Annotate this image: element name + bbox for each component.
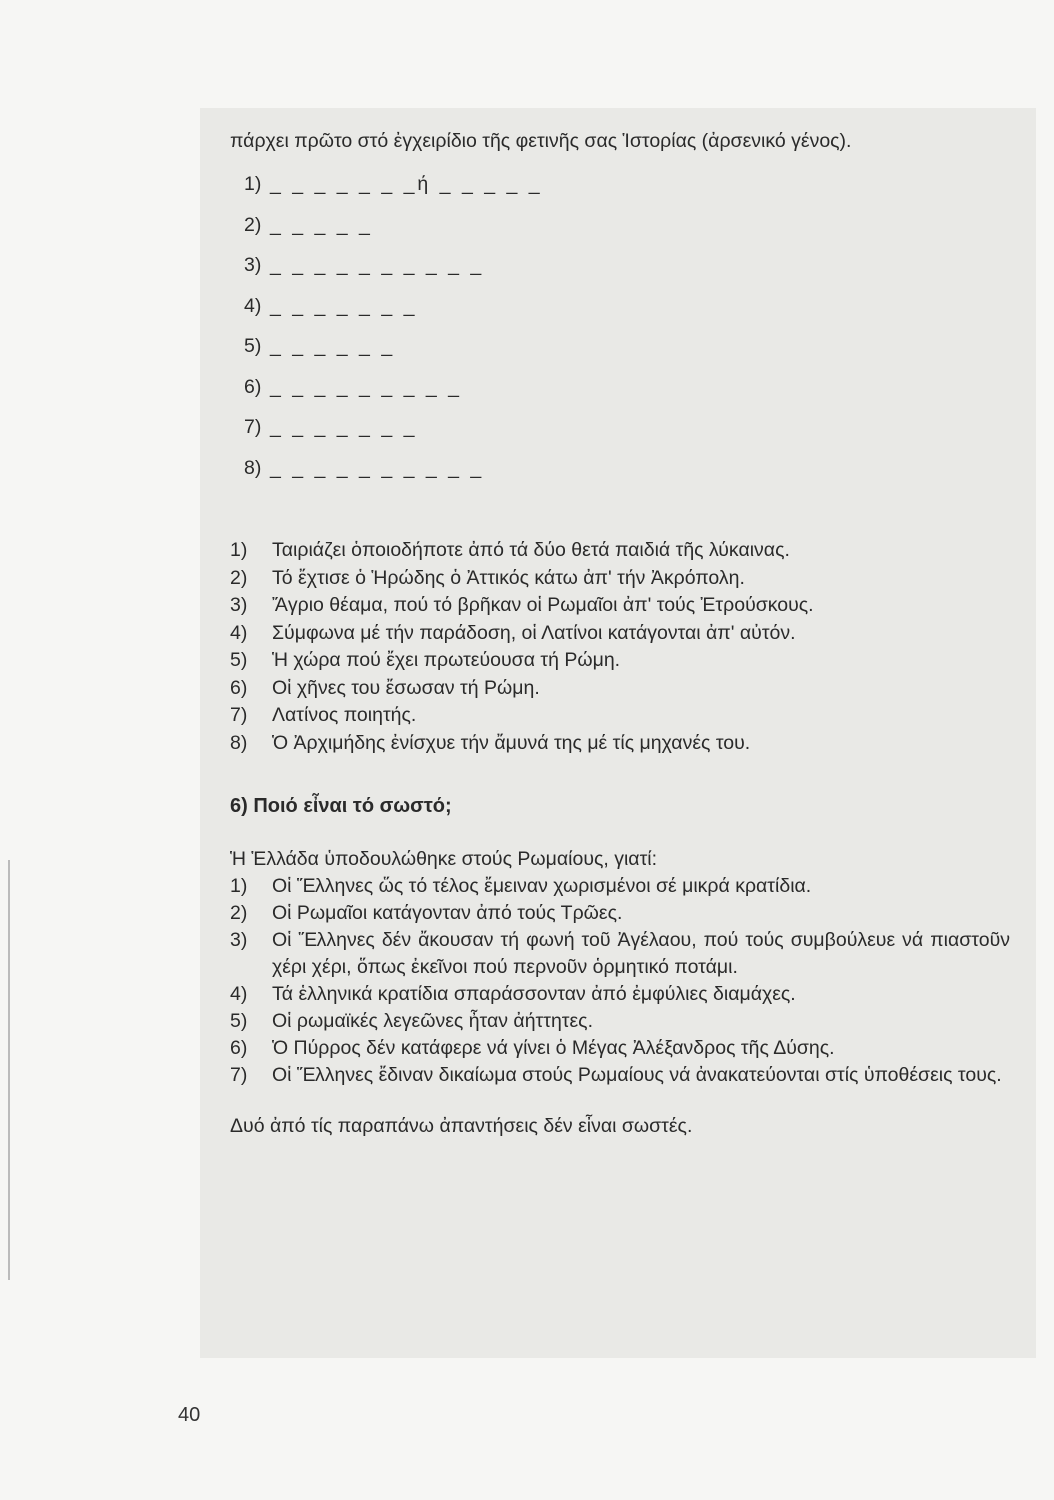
clue-number: 3) bbox=[230, 594, 248, 616]
answer-option bbox=[230, 981, 1010, 1008]
intro-text: πάρχει πρῶτο στό ἐγχειρίδιο τῆς φετινῆς σας Ἱστορίας (ἀρσενικό γένος). bbox=[230, 130, 852, 152]
blank-number: 8) bbox=[244, 456, 262, 479]
blank-dashes: _ _ _ _ _ _ _ _ _ bbox=[270, 375, 462, 398]
blank-row bbox=[244, 333, 1010, 374]
clue-item bbox=[230, 565, 1010, 593]
clue-number: 8) bbox=[230, 731, 248, 754]
blank-dashes: _ _ _ _ _ _ bbox=[270, 335, 396, 357]
crossword-clues bbox=[230, 537, 1010, 757]
option-text: Τά ἑλληνικά κρατίδια σπαράσσονταν ἀπό ἐμφύλιες διαμάχες. bbox=[272, 983, 796, 1005]
clue-text: Ἄγριο θέαμα, πού τό βρῆκαν οἱ Ρωμαῖοι ἀπ' τούς Ἐτρούσκους. bbox=[272, 594, 814, 616]
clue-item bbox=[230, 647, 1010, 675]
clue-item bbox=[230, 620, 1010, 648]
blank-number: 7) bbox=[244, 416, 262, 438]
blank-number: 5) bbox=[244, 335, 262, 357]
blank-dashes: _ _ _ _ _ _ _ bbox=[270, 416, 418, 438]
clue-number: 7) bbox=[230, 704, 248, 726]
clue-text: Τό ἔχτισε ὁ Ἡρώδης ὁ Ἀττικός κάτω ἀπ' τήν Ἀκρόπολη. bbox=[272, 566, 745, 589]
answer-option bbox=[230, 1035, 1010, 1062]
clue-number: 6) bbox=[230, 676, 248, 699]
option-text: Οἱ Ρωμαῖοι κατάγονταν ἀπό τούς Τρῶες. bbox=[272, 902, 623, 924]
blank-row bbox=[244, 212, 1010, 253]
blank-row bbox=[244, 293, 1010, 334]
answer-option bbox=[230, 1062, 1010, 1089]
blank-row bbox=[244, 414, 1010, 455]
blank-row bbox=[244, 374, 1010, 415]
answer-option bbox=[230, 873, 1010, 900]
page-number: 40 bbox=[178, 1404, 201, 1426]
clue-text: Ἡ χώρα πού ἔχει πρωτεύουσα τή Ρώμη. bbox=[272, 649, 621, 671]
clue-text: Οἱ χῆνες του ἔσωσαν τή Ρώμη. bbox=[272, 676, 540, 699]
option-number: 1) bbox=[230, 875, 248, 897]
blank-number: 4) bbox=[244, 294, 262, 317]
binding-edge-line bbox=[8, 860, 10, 1280]
clue-item bbox=[230, 675, 1010, 703]
option-text: Οἱ ρωμαϊκές λεγεῶνες ἦταν ἀήττητες. bbox=[272, 1010, 593, 1032]
clue-item bbox=[230, 537, 1010, 565]
option-number: 4) bbox=[230, 983, 248, 1005]
option-number: 5) bbox=[230, 1010, 248, 1032]
option-text: Ὁ Πύρρος δέν κατάφερε νά γίνει ὁ Μέγας Ἀλέξανδρος τῆς Δύσης. bbox=[272, 1037, 835, 1059]
clue-text: Λατίνος ποιητής. bbox=[272, 704, 417, 726]
blank-row bbox=[244, 252, 1010, 293]
option-text: Οἱ Ἕλληνες ἔδιναν δικαίωμα στούς Ρωμαίους νά ἀνακατεύονται στίς ὑποθέσεις τους. bbox=[272, 1064, 1002, 1086]
section-title: 6) Ποιό εἶναι τό σωστό; bbox=[230, 795, 452, 817]
crossword-blanks bbox=[244, 171, 1010, 495]
clue-text: Ὁ Ἀρχιμήδης ἐνίσχυε τήν ἄμυνά της μέ τίς μηχανές του. bbox=[272, 731, 751, 754]
blank-dashes: _ _ _ _ _ bbox=[270, 213, 373, 236]
clue-number: 5) bbox=[230, 649, 248, 671]
question-text: Ἡ Ἑλλάδα ὑποδουλώθηκε στούς Ρωμαίους, γιατί: bbox=[230, 848, 658, 870]
footer-note: Δυό ἀπό τίς παραπάνω ἀπαντήσεις δέν εἶναι σωστές. bbox=[230, 1115, 693, 1137]
blank-row bbox=[244, 455, 1010, 496]
blank-dashes: _ _ _ _ _ _ _ή _ _ _ _ _ bbox=[270, 173, 543, 195]
option-text: Οἱ Ἕλληνες δέν ἄκουσαν τή φωνή τοῦ Ἀγέλαου, πού τούς συμβούλευε νά πιαστοῦν χέρι χέρι, ὅπως ἐκεῖνοι πού περνοῦν ὁρμητικό ποτάμι. bbox=[272, 929, 1010, 978]
clue-number: 2) bbox=[230, 566, 248, 589]
clue-item bbox=[230, 730, 1010, 758]
clue-text: Ταιριάζει ὁποιοδήποτε ἀπό τά δύο θετά παιδιά τῆς λύκαινας. bbox=[272, 539, 790, 561]
blank-number: 1) bbox=[244, 173, 262, 195]
blank-number: 6) bbox=[244, 375, 262, 398]
option-number: 7) bbox=[230, 1064, 248, 1086]
option-number: 2) bbox=[230, 902, 248, 924]
option-number: 3) bbox=[230, 929, 248, 951]
answer-option bbox=[230, 900, 1010, 927]
clue-number: 1) bbox=[230, 539, 248, 561]
clue-item bbox=[230, 702, 1010, 730]
clue-number: 4) bbox=[230, 621, 248, 644]
blank-dashes: _ _ _ _ _ _ _ bbox=[270, 294, 418, 317]
blank-row bbox=[244, 171, 1010, 212]
answer-options bbox=[230, 873, 1010, 1089]
blank-dashes: _ _ _ _ _ _ _ _ _ _ bbox=[270, 456, 485, 479]
blank-dashes: _ _ _ _ _ _ _ _ _ _ bbox=[270, 254, 485, 276]
answer-option bbox=[230, 927, 1010, 981]
answer-option bbox=[230, 1008, 1010, 1035]
option-number: 6) bbox=[230, 1037, 248, 1059]
clue-item bbox=[230, 592, 1010, 620]
blank-number: 2) bbox=[244, 213, 262, 236]
option-text: Οἱ Ἕλληνες ὥς τό τέλος ἔμειναν χωρισμένοι σέ μικρά κρατίδια. bbox=[272, 875, 812, 897]
clue-text: Σύμφωνα μέ τήν παράδοση, οἱ Λατίνοι κατάγονται ἀπ' αὐτόν. bbox=[272, 621, 796, 644]
page-content bbox=[230, 128, 1010, 1140]
blank-number: 3) bbox=[244, 254, 262, 276]
